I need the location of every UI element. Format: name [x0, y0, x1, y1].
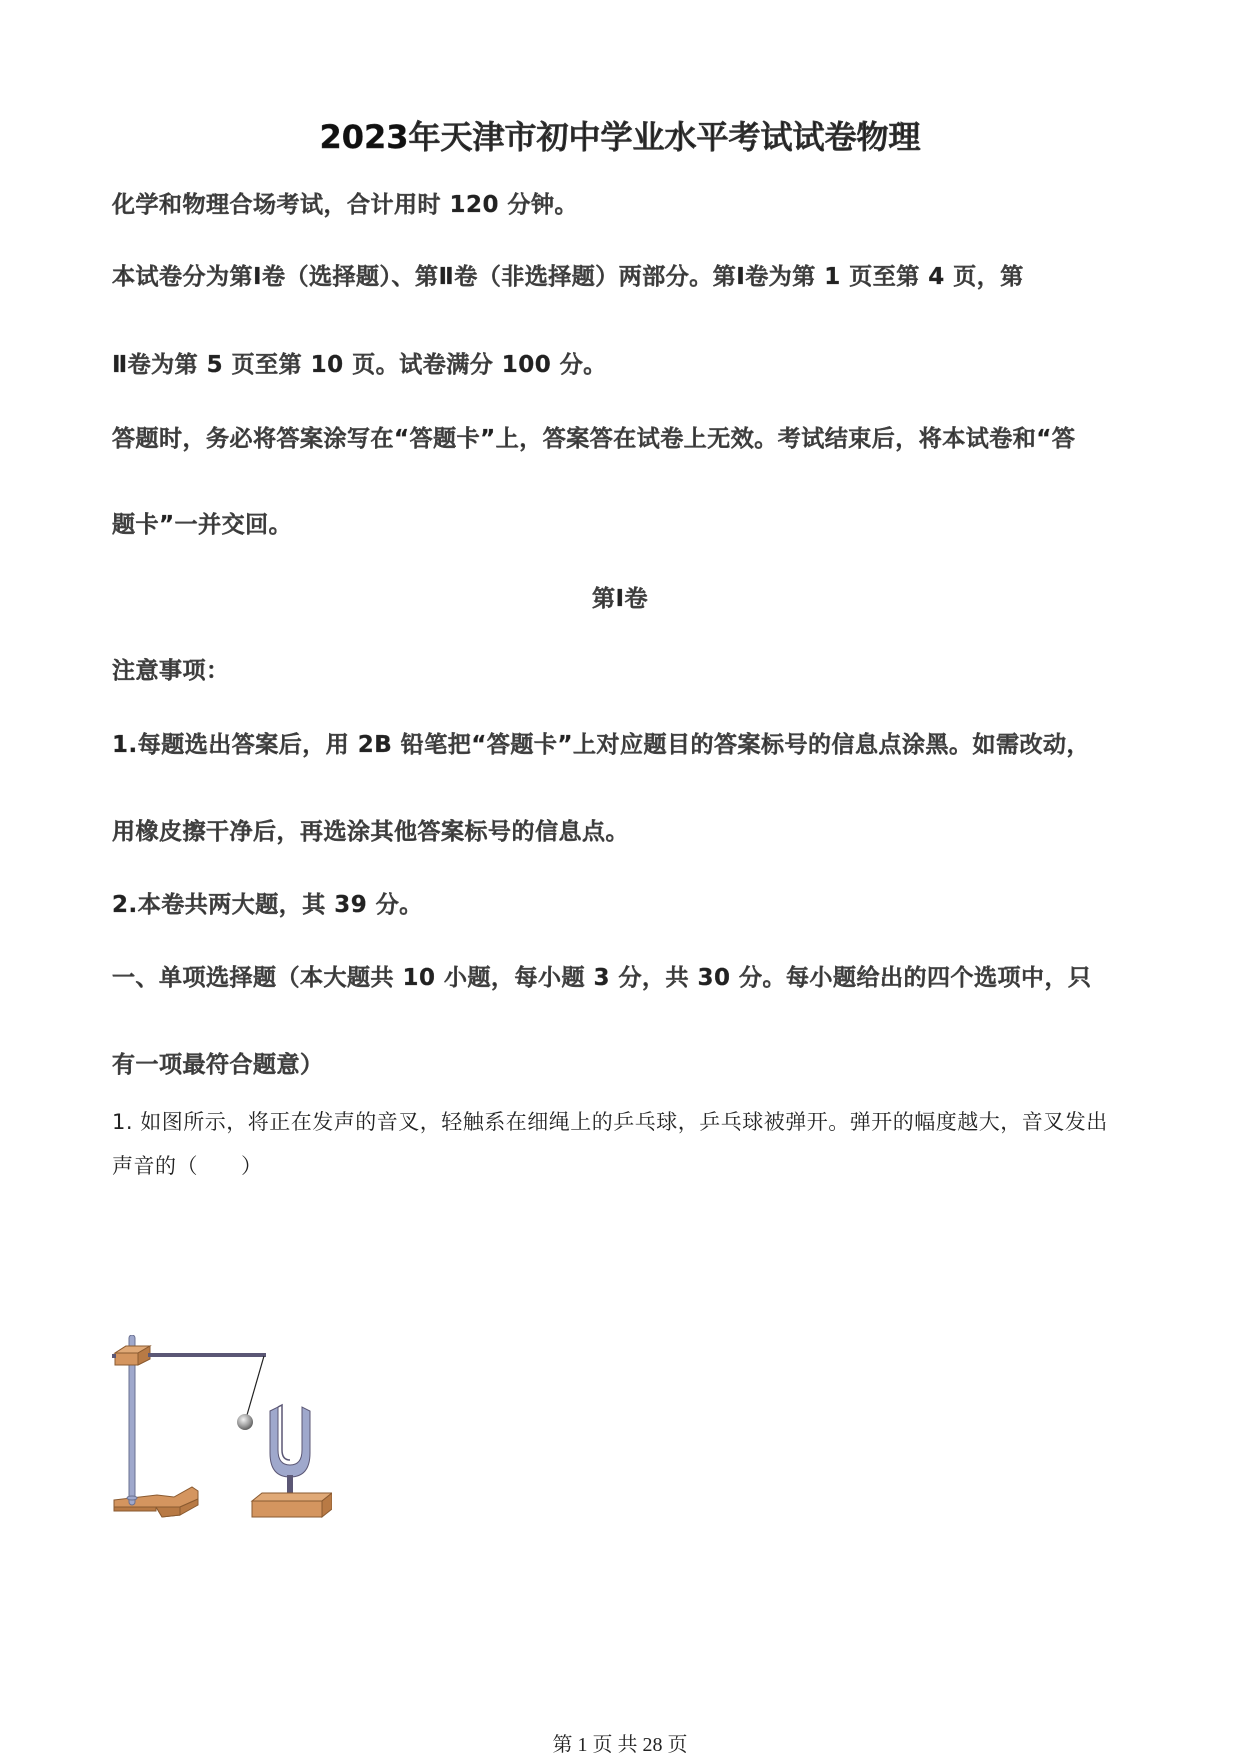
question-1-text-line-2: 声音的（ ） — [112, 1154, 263, 1178]
string-icon — [247, 1356, 264, 1415]
notes-item-1-line-1: 1.每题选出答案后，用 2B 铅笔把“答题卡”上对应题目的答案标号的信息点涂黑。如需改动， — [112, 732, 1091, 758]
fork-base-icon — [252, 1493, 332, 1517]
tuning-fork-icon — [270, 1405, 310, 1502]
notes-heading: 注意事项： — [112, 658, 230, 684]
intro-answer-instructions-line-1: 答题时，务必将答案涂写在“答题卡”上，答案答在试卷上无效。考试结束后，将本试卷和“答 — [112, 426, 1076, 452]
stand-base-icon — [114, 1487, 198, 1517]
intro-structure-line-1: 本试卷分为第Ⅰ卷（选择题）、第Ⅱ卷（非选择题）两部分。第Ⅰ卷为第 1 页至第 4 页，第 — [112, 264, 1024, 290]
page-footer: 第 1 页 共 28 页 — [552, 1734, 688, 1756]
section-heading: 第Ⅰ卷 — [591, 586, 649, 612]
tuning-fork-figure — [112, 1335, 332, 1553]
intro-answer-instructions-line-2: 题卡”一并交回。 — [112, 512, 293, 538]
intro-exam-duration: 化学和物理合场考试，合计用时 120 分钟。 — [112, 192, 579, 218]
part-one-heading-line-1: 一、单项选择题（本大题共 10 小题，每小题 3 分，共 30 分。每小题给出的四个选项中，只 — [112, 965, 1092, 991]
part-one-heading-line-2: 有一项最符合题意） — [112, 1052, 324, 1078]
intro-structure-line-2: Ⅱ卷为第 5 页至第 10 页。试卷满分 100 分。 — [112, 352, 607, 378]
page-title: 2023年天津市初中学业水平考试试卷物理 — [319, 118, 921, 156]
question-1-text-line-1: 1. 如图所示，将正在发声的音叉，轻触系在细绳上的乒乓球，乒乓球被弹开。弹开的幅度越大，音叉发出 — [112, 1110, 1108, 1134]
horizontal-arm-icon — [148, 1353, 266, 1357]
notes-item-2: 2.本卷共两大题，其 39 分。 — [112, 892, 423, 918]
ping-pong-ball-icon — [237, 1414, 253, 1430]
clamp-block-icon — [112, 1346, 150, 1365]
notes-item-1-line-2: 用橡皮擦干净后，再选涂其他答案标号的信息点。 — [112, 819, 629, 845]
